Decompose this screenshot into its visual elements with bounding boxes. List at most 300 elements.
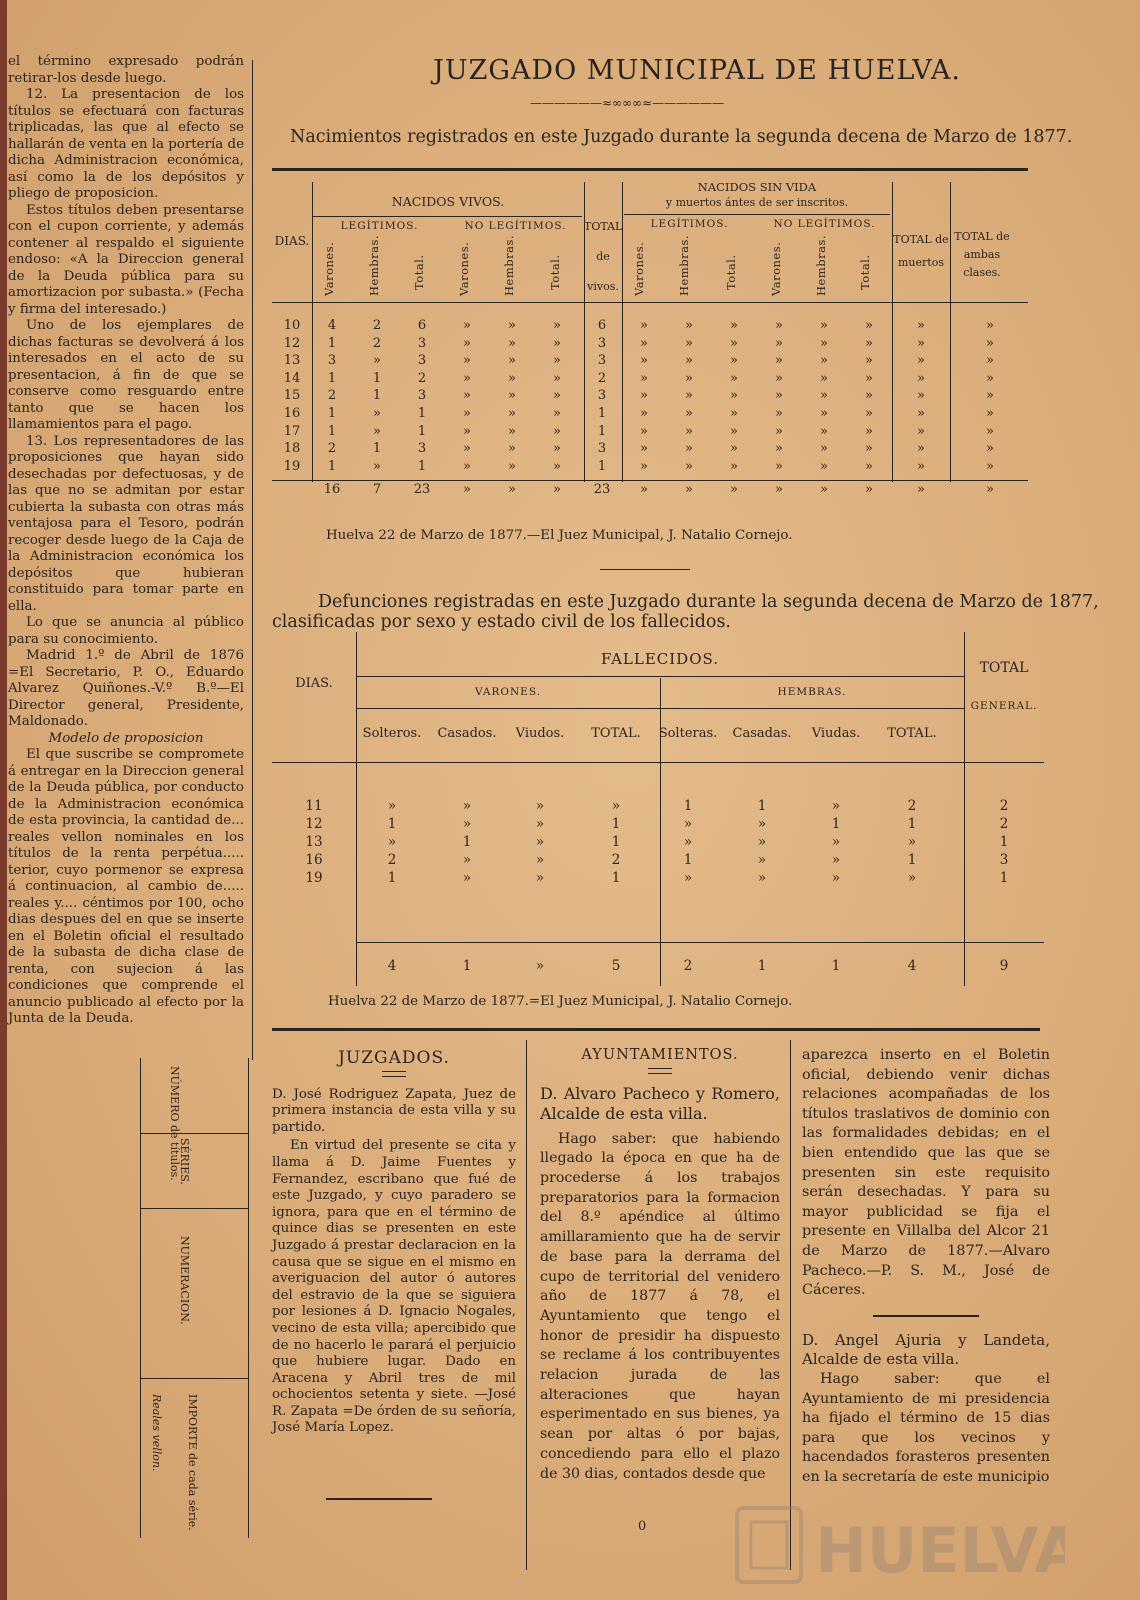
deaths-cell: »: [683, 834, 693, 850]
juzgados-column: [272, 1050, 516, 1437]
births-total-cell: »: [775, 482, 783, 497]
births-cell: »: [508, 458, 516, 474]
births-cell: »: [986, 406, 994, 421]
side-col-reales: Reales vellon.: [150, 1394, 163, 1472]
deaths-col-header: Solteras.: [658, 726, 718, 741]
deaths-cell: 1: [462, 834, 472, 850]
births-cell: »: [463, 353, 471, 369]
column-break-rule: [873, 1315, 979, 1317]
births-cell: 1: [327, 423, 337, 439]
third-body-2: Hago saber: que el Ayuntamiento de mi presidencia ha fijado el término de 15 dias para que los vecinos y hacendados forasteros presenten en la secretaría de este municipio: [802, 1370, 1050, 1485]
deaths-total-cell: 5: [611, 958, 621, 974]
births-cell: »: [685, 458, 693, 474]
births-cell: »: [508, 318, 516, 333]
left-column: [8, 54, 244, 1028]
births-cell: »: [986, 441, 994, 457]
births-cell: »: [685, 388, 693, 404]
births-cell: »: [865, 335, 873, 351]
births-head-dias: DIAS.: [274, 234, 310, 248]
births-total-cell: »: [917, 482, 925, 497]
births-cell: »: [820, 388, 828, 404]
births-cell: »: [508, 388, 516, 404]
births-cell: 2: [372, 335, 382, 351]
births-day-cell: 14: [283, 370, 301, 386]
births-total-cell: »: [685, 482, 693, 497]
births-cell: »: [463, 335, 471, 351]
births-cell: »: [820, 335, 828, 351]
births-cell: »: [820, 370, 828, 386]
births-cell: »: [820, 441, 828, 457]
births-cell: »: [508, 423, 516, 439]
births-cell: »: [986, 458, 994, 474]
births-cell: »: [640, 318, 648, 333]
births-cell: »: [917, 458, 925, 474]
side-col-series: SÉRIES.: [178, 1138, 191, 1185]
births-cell: 1: [327, 406, 337, 421]
births-cell: »: [373, 423, 381, 439]
ayuntamientos-column: [540, 1047, 780, 1484]
births-cell: »: [685, 353, 693, 369]
left-paragraph: 13. Los representadores de las proposiciones que hayan sido desechadas por defectuosas, y de las que no se admitan por estar cubierta la subasta con otras más ventajosa para el Tesoro, podrán recoger desde luego de la Caja de la Administracion económica los depósitos que hubieran constituido para tomar parte en ella.: [8, 433, 244, 614]
deaths-cell: 1: [757, 798, 767, 814]
births-cell: 3: [597, 335, 607, 351]
deaths-caption-1: Defunciones registradas en este Juzgado durante la segunda decena de Marzo de 1877,: [318, 592, 1099, 612]
births-cell: »: [820, 458, 828, 474]
deaths-total-cell: »: [535, 958, 545, 974]
births-cell: »: [775, 335, 783, 351]
births-cell: 3: [327, 353, 337, 369]
births-cell: 2: [417, 370, 427, 386]
births-cell: »: [986, 335, 994, 351]
births-cell: »: [685, 370, 693, 386]
births-cell: »: [508, 441, 516, 457]
births-cell: »: [917, 318, 925, 333]
births-cell: 2: [327, 388, 337, 404]
births-total-cell: 7: [372, 482, 382, 497]
deaths-cell: 1: [611, 816, 621, 832]
births-head-total-vivos: TOTAL de vivos.: [584, 220, 623, 293]
births-cell: »: [730, 318, 738, 333]
births-cell: »: [820, 318, 828, 333]
deaths-head-total-1: TOTAL: [979, 660, 1029, 676]
deaths-cell: »: [907, 870, 917, 886]
deaths-cell: 1: [999, 834, 1009, 850]
side-col-numeracion: NUMERACION.: [178, 1236, 191, 1325]
deaths-cell: 1: [387, 816, 397, 832]
births-cell: »: [553, 370, 561, 386]
births-cell: 1: [327, 370, 337, 386]
model-heading: Modelo de proposicion: [48, 730, 204, 746]
births-cell: »: [986, 423, 994, 439]
births-total-cell: »: [508, 482, 516, 497]
deaths-cell: »: [757, 834, 767, 850]
births-day-cell: 15: [283, 388, 301, 404]
deaths-cell: 1: [831, 816, 841, 832]
births-cell: »: [820, 406, 828, 421]
births-cell: 1: [372, 388, 382, 404]
section-rule: [600, 569, 690, 570]
births-cell: »: [553, 388, 561, 404]
births-cell: »: [463, 441, 471, 457]
ayuntamientos-body: Hago saber: que habiendo llegado la época en que ha de procederse á los trabajos preparatorios para la formacion del 8.º apéndice al último amillaramiento que ha de servir de base para la derrama del cupo de territorial del venidero año de 1877 á 78, el Ayuntamiento que tengo el honor de presidir ha dispuesto se reclame á los contribuyentes relacion jurada de las alteraciones que hayan esperimentado en sus bienes, ya sean por altas ó por bajas, concediendo para ello el plazo de 30 dias, contados desde que: [540, 1130, 780, 1482]
births-cell: »: [640, 406, 648, 421]
deaths-head-varones: VARONES.: [475, 686, 541, 698]
births-cell: »: [917, 370, 925, 386]
births-cell: »: [685, 318, 693, 333]
deaths-col-header: Solteros.: [362, 726, 422, 741]
side-col-number: NÚMERO de títulos.: [168, 1066, 181, 1181]
births-cell: »: [865, 441, 873, 457]
births-cell: »: [917, 335, 925, 351]
births-cell: »: [685, 335, 693, 351]
deaths-total-cell: 4: [907, 958, 917, 974]
deaths-day-cell: 12: [305, 816, 323, 832]
ayuntamientos-heading: AYUNTAMIENTOS.: [581, 1047, 739, 1063]
births-day-cell: 10: [283, 318, 301, 333]
bottom-section-rule: [272, 1028, 1040, 1031]
births-cell: »: [730, 370, 738, 386]
births-head-total-sv: Total.: [724, 254, 738, 290]
births-cell: »: [917, 353, 925, 369]
page-title: JUZGADO MUNICIPAL DE HUELVA.: [433, 55, 961, 86]
births-head-hembras-nl: Hembras.: [502, 234, 516, 296]
births-head-total-svnl: Total.: [858, 254, 872, 290]
births-total-cell: »: [463, 482, 471, 497]
page-number: 0: [638, 1519, 647, 1534]
births-cell: »: [865, 423, 873, 439]
births-cell: »: [865, 370, 873, 386]
deaths-cell: »: [462, 870, 472, 886]
births-cell: »: [463, 406, 471, 421]
births-total-cell: 23: [593, 482, 611, 497]
deaths-cell: »: [757, 870, 767, 886]
births-day-cell: 12: [283, 335, 301, 351]
births-cell: »: [865, 406, 873, 421]
births-head-varones-sv: Varones.: [632, 241, 646, 296]
deaths-cell: 1: [387, 870, 397, 886]
births-head-no-legitimos-2: NO LEGÍTIMOS.: [773, 218, 876, 230]
births-total-cell: »: [730, 482, 738, 497]
deaths-table: [272, 632, 1044, 992]
deaths-cell: 1: [611, 834, 621, 850]
births-cell: »: [865, 458, 873, 474]
deaths-cell: »: [387, 834, 397, 850]
births-cell: »: [373, 406, 381, 421]
left-paragraph: Uno de los ejemplares de dichas facturas se devolverá á los interesados en el acto de su presentacion, á fin de que se conserve como resguardo entre tanto que se hacen los llamamientos para el pago.: [8, 318, 244, 432]
deaths-cell: »: [535, 870, 545, 886]
juzgados-heading: JUZGADOS.: [338, 1048, 450, 1068]
births-cell: »: [730, 335, 738, 351]
births-total-cell: »: [820, 482, 828, 497]
births-cell: »: [986, 370, 994, 386]
model-text: El que suscribe se compromete á entregar en la Direccion general de la Deuda pública, por conducto de la Administracion económica de esta provincia, la cantidad de... reales vellon nominales en los títulos de la renta perpétua..... terior, cuyo pormenor se expresa á continuacion, al cambio de..... reales y.... céntimos por 100, ocho dias despues del en que se inserte en el Boletin oficial el resultado de la subasta de dicha clase de renta, con sujecion á las condiciones que comprende el anuncio publicado al efecto por la Junta de la Deuda.: [8, 747, 244, 1026]
deaths-cell: 1: [611, 870, 621, 886]
births-cell: »: [986, 318, 994, 333]
births-head-varones-nl: Varones.: [457, 241, 471, 296]
archive-watermark: [735, 1500, 1065, 1590]
column-rule: [790, 1040, 791, 1570]
juzgados-intro: D. José Rodriguez Zapata, Juez de primera instancia de esta villa y su partido.: [272, 1086, 516, 1135]
deaths-total-cell: 4: [387, 958, 397, 974]
births-cell: »: [463, 388, 471, 404]
births-cell: »: [775, 406, 783, 421]
births-cell: »: [917, 441, 925, 457]
left-paragraph: Madrid 1.º de Abril de 1876 =El Secretario, P. O., Eduardo Alvarez Quiñones.-V.º B.º—El Director general, Presidente, Maldonado.: [8, 648, 244, 729]
births-cell: »: [730, 423, 738, 439]
births-day-cell: 16: [283, 406, 301, 421]
births-cell: 3: [597, 388, 607, 404]
deaths-cell: »: [757, 852, 767, 868]
svg-text:HUELVA: HUELVA: [815, 1514, 1065, 1587]
deaths-cell: »: [611, 798, 621, 814]
deaths-day-cell: 13: [305, 834, 323, 850]
births-cell: 1: [417, 458, 427, 474]
births-cell: 1: [597, 406, 607, 421]
column-end-rule: [326, 1498, 432, 1500]
births-cell: »: [553, 458, 561, 474]
births-cell: »: [508, 406, 516, 421]
births-head-hembras: Hembras.: [367, 234, 381, 296]
births-cell: »: [463, 318, 471, 333]
deaths-total-cell: 2: [683, 958, 693, 974]
side-table: [110, 1058, 250, 1538]
births-cell: »: [775, 441, 783, 457]
births-head-varones-svnl: Varones.: [769, 241, 783, 296]
births-cell: »: [775, 353, 783, 369]
third-column: [802, 1046, 1050, 1487]
births-cell: »: [640, 458, 648, 474]
births-cell: »: [553, 353, 561, 369]
births-head-legitimos-2: LEGÍTIMOS.: [650, 218, 729, 230]
deaths-total-cell: 1: [831, 958, 841, 974]
third-body: aparezca inserto en el Boletin oficial, debiendo venir dichas relaciones acompañadas de los títulos traslativos de dominio con las formalidades debidas; en el bien entendido que las que se presenten sin este requisito serán desechadas. Y para su mayor publicidad se fija el presente en Villalba del Alcor 21 de Marzo de 1877.—Alvaro Pacheco.—P. S. M., José de Cáceres.: [802, 1047, 1050, 1299]
title-ornament: ——————≈∞∞∞≈——————: [530, 96, 725, 110]
births-cell: »: [685, 423, 693, 439]
births-cell: »: [640, 423, 648, 439]
births-day-cell: 19: [283, 458, 301, 474]
births-cell: »: [917, 423, 925, 439]
births-cell: 6: [417, 318, 427, 333]
births-signature: Huelva 22 de Marzo de 1877.—El Juez Municipal, J. Natalio Cornejo.: [326, 528, 793, 543]
deaths-head-dias: DIAS.: [295, 676, 333, 691]
top-rule: [272, 168, 1028, 171]
deaths-col-header: Casadas.: [732, 726, 792, 741]
deaths-head-total-2: GENERAL.: [970, 700, 1038, 712]
births-total-cell: »: [640, 482, 648, 497]
births-head-varones: Varones.: [322, 241, 336, 296]
births-cell: »: [640, 370, 648, 386]
births-head-total-nl: Total.: [548, 254, 562, 290]
births-total-cell: »: [865, 482, 873, 497]
births-table: [272, 172, 1028, 512]
births-head-legitimos: LEGÍTIMOS.: [340, 220, 419, 232]
births-cell: »: [917, 406, 925, 421]
left-paragraph: 12. La presentacion de los títulos se efectuará con facturas triplicadas, las que al efecto se hallarán de venta en la portería de dicha Administracion económica, así como la de los depósitos y pliego de proposicion.: [8, 87, 244, 201]
births-head-sin-vida-sub: y muertos ántes de ser inscritos.: [665, 196, 849, 209]
births-day-cell: 18: [283, 441, 301, 457]
births-cell: 3: [417, 388, 427, 404]
deaths-cell: »: [831, 870, 841, 886]
births-day-cell: 13: [283, 353, 301, 369]
deaths-cell: 1: [683, 798, 693, 814]
births-cell: »: [508, 335, 516, 351]
deaths-cell: 2: [907, 798, 917, 814]
births-cell: »: [730, 406, 738, 421]
deaths-cell: »: [387, 798, 397, 814]
births-cell: »: [553, 441, 561, 457]
births-cell: »: [865, 353, 873, 369]
births-cell: »: [553, 406, 561, 421]
third-intro: D. Angel Ajuria y Landeta, Alcalde de esta villa.: [802, 1330, 1050, 1369]
births-head-total: Total.: [412, 254, 426, 290]
deaths-cell: »: [831, 798, 841, 814]
deaths-cell: »: [462, 852, 472, 868]
births-cell: »: [986, 388, 994, 404]
deaths-day-cell: 19: [305, 870, 323, 886]
binding-edge: [0, 0, 7, 1600]
left-paragraph: Estos títulos deben presentarse con el cupon corriente, y además contener al respaldo el siguiente endoso: «A la Direccion general de la Deuda pública para su amortizacion por subasta.» (Fecha y firma del interesado.): [8, 202, 244, 317]
births-cell: »: [463, 423, 471, 439]
births-cell: »: [865, 318, 873, 333]
births-cell: »: [553, 423, 561, 439]
births-cell: 3: [417, 335, 427, 351]
deaths-col-header: Viudas.: [811, 726, 861, 741]
left-paragraph: el término expresado podrán retirar-los desde luego.: [8, 54, 244, 86]
births-cell: 1: [372, 370, 382, 386]
deaths-cell: 1: [999, 870, 1009, 886]
births-head-no-legitimos: NO LEGÍTIMOS.: [464, 220, 567, 232]
births-cell: 6: [597, 318, 607, 333]
deaths-col-header: TOTAL.: [591, 726, 641, 741]
deaths-col-header: Viudos.: [515, 726, 565, 741]
left-paragraph: Lo que se anuncia al público para su conocimiento.: [8, 615, 244, 647]
births-cell: 1: [417, 423, 427, 439]
births-cell: »: [508, 370, 516, 386]
births-cell: »: [775, 458, 783, 474]
births-cell: »: [865, 388, 873, 404]
births-cell: »: [685, 441, 693, 457]
births-cell: 1: [372, 441, 382, 457]
births-cell: 3: [597, 441, 607, 457]
births-head-total-ambas: TOTAL de ambas clases.: [954, 230, 1010, 279]
births-cell: »: [640, 353, 648, 369]
births-cell: 3: [597, 353, 607, 369]
births-cell: »: [775, 370, 783, 386]
births-cell: »: [730, 441, 738, 457]
deaths-cell: »: [683, 816, 693, 832]
deaths-cell: »: [535, 798, 545, 814]
births-cell: »: [775, 423, 783, 439]
deaths-cell: »: [907, 834, 917, 850]
deaths-cell: »: [831, 852, 841, 868]
births-cell: 1: [597, 458, 607, 474]
births-cell: »: [553, 335, 561, 351]
births-head-hembras-svnl: Hembras.: [814, 234, 828, 296]
deaths-cell: 1: [907, 852, 917, 868]
deaths-head-hembras: HEMBRAS.: [777, 686, 847, 698]
births-cell: »: [917, 388, 925, 404]
births-cell: 3: [417, 441, 427, 457]
deaths-cell: 2: [611, 852, 621, 868]
births-total-cell: »: [553, 482, 561, 497]
deaths-cell: »: [535, 852, 545, 868]
births-cell: »: [730, 458, 738, 474]
births-cell: »: [986, 353, 994, 369]
births-cell: »: [685, 406, 693, 421]
births-cell: 1: [597, 423, 607, 439]
deaths-total-cell: 1: [462, 958, 472, 974]
births-cell: »: [463, 370, 471, 386]
births-cell: 2: [597, 370, 607, 386]
births-cell: »: [730, 353, 738, 369]
deaths-caption-2: clasificadas por sexo y estado civil de los fallecidos.: [272, 612, 731, 632]
births-cell: »: [820, 353, 828, 369]
watermark-logo: [735, 1500, 1065, 1590]
births-cell: 1: [417, 406, 427, 421]
deaths-cell: 2: [999, 798, 1009, 814]
left-column-rule: [252, 60, 253, 1060]
heading-double-rule: [382, 1071, 406, 1077]
deaths-cell: 1: [683, 852, 693, 868]
births-cell: »: [640, 388, 648, 404]
births-cell: »: [553, 318, 561, 333]
deaths-cell: »: [683, 870, 693, 886]
deaths-cell: »: [535, 816, 545, 832]
births-cell: »: [775, 388, 783, 404]
births-day-cell: 17: [283, 423, 301, 439]
births-cell: »: [463, 458, 471, 474]
births-cell: »: [640, 441, 648, 457]
births-cell: 1: [327, 458, 337, 474]
deaths-cell: 2: [999, 816, 1009, 832]
births-cell: 3: [417, 353, 427, 369]
births-caption: Nacimientos registrados en este Juzgado durante la segunda decena de Marzo de 1877.: [290, 127, 1073, 147]
births-total-cell: »: [986, 482, 994, 497]
deaths-col-header: Casados.: [437, 726, 497, 741]
births-total-cell: 16: [323, 482, 341, 497]
deaths-cell: »: [462, 816, 472, 832]
births-cell: »: [373, 458, 381, 474]
births-cell: »: [373, 353, 381, 369]
column-rule: [526, 1040, 527, 1570]
births-cell: »: [730, 388, 738, 404]
deaths-cell: 2: [387, 852, 397, 868]
deaths-head-fallecidos: FALLECIDOS.: [600, 650, 720, 668]
deaths-cell: »: [757, 816, 767, 832]
deaths-total-cell: 9: [999, 958, 1009, 974]
births-total-cell: 23: [413, 482, 431, 497]
deaths-total-cell: 1: [757, 958, 767, 974]
deaths-cell: »: [831, 834, 841, 850]
ayuntamientos-intro: D. Alvaro Pacheco y Romero, Alcalde de esta villa.: [540, 1083, 780, 1123]
deaths-cell: »: [462, 798, 472, 814]
births-cell: 4: [327, 318, 337, 333]
heading-double-rule: [648, 1068, 672, 1074]
juzgados-body: En virtud del presente se cita y llama á D. Jaime Fuentes y Fernandez, escribano que fué de este Juzgado, y cuyo paradero se ignora, para que en el término de quince dias se presenten en este Juzgado á prestar declaracion en la causa que se sigue en el mismo en averiguacion del autor ó autores del estravio de la que se siguiera por lesiones á D. Ignacio Nogales, vecino de esta villa; apercibido que de no hacerlo le parará el perjuicio que hubiere lugar. Dado en Aracena y Abril tres de mil ochocientos setenta y siete. —José R. Zapata =De órden de su señoría, José María Lopez.: [272, 1138, 516, 1436]
births-cell: 2: [327, 441, 337, 457]
deaths-signature: Huelva 22 de Marzo de 1877.=El Juez Municipal, J. Natalio Cornejo.: [328, 994, 793, 1009]
deaths-day-cell: 11: [305, 798, 323, 814]
births-head-total-muertos: TOTAL de muertos: [893, 233, 949, 269]
births-head-sin-vida: NACIDOS SIN VIDA: [697, 180, 817, 194]
births-cell: »: [820, 423, 828, 439]
deaths-cell: 3: [999, 852, 1009, 868]
births-cell: 1: [327, 335, 337, 351]
side-col-importe: IMPORTE de cada série.: [186, 1394, 199, 1531]
births-cell: 2: [372, 318, 382, 333]
births-head-hembras-sv: Hembras.: [677, 234, 691, 296]
births-cell: »: [775, 318, 783, 333]
